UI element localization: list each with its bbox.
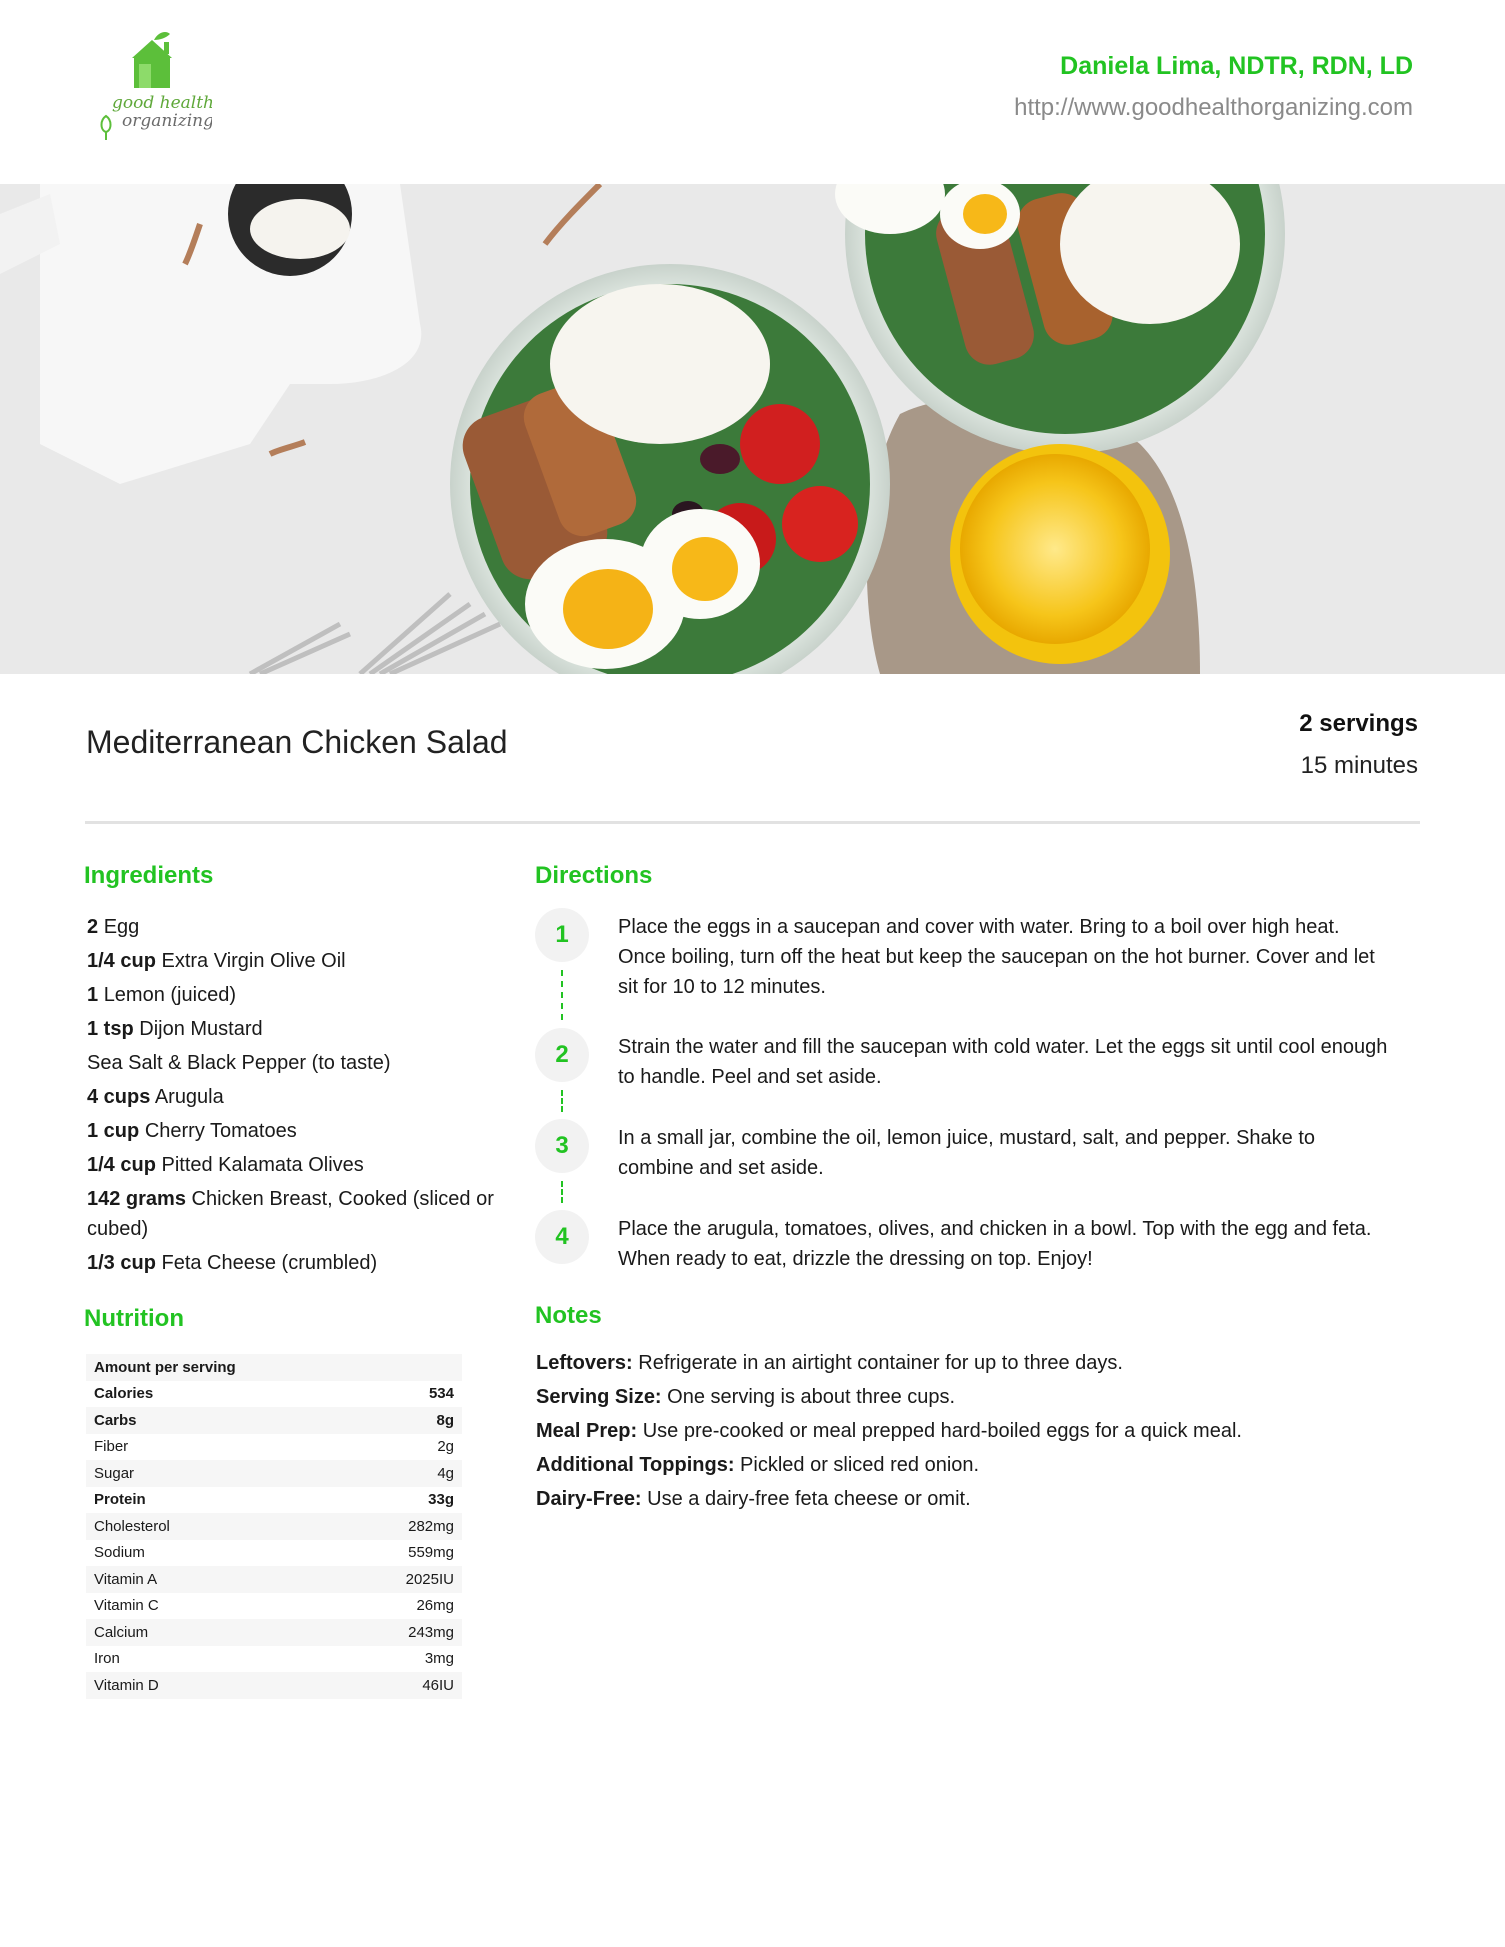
ingredient-item: 1 Lemon (juiced) xyxy=(87,984,236,1006)
ingredient-item: Sea Salt & Black Pepper (to taste) xyxy=(87,1052,391,1074)
nutrient-label: Sodium xyxy=(94,1544,145,1562)
ingredients-heading: Ingredients xyxy=(84,862,214,889)
nutrition-row xyxy=(86,1407,462,1434)
step-text: Place the arugula, tomatoes, olives, and chicken in a bowl. Top with the egg and feta. When ready to eat, drizzle the dressing on top. Enjoy! xyxy=(618,1218,1372,1270)
nutrient-label: Calories xyxy=(94,1385,154,1403)
nutrient-label: Carbs xyxy=(94,1411,137,1429)
ingredients-list xyxy=(87,912,497,1282)
note-item: Leftovers: Refrigerate in an airtight container for up to three days. xyxy=(536,1352,1123,1374)
nutrient-value: 559mg xyxy=(408,1544,454,1562)
nutrition-row xyxy=(86,1540,462,1567)
directions-list xyxy=(535,908,1405,1301)
note-item: Dairy-Free: Use a dairy-free feta cheese or omit. xyxy=(536,1488,971,1510)
nutrient-label: Vitamin C xyxy=(94,1597,159,1615)
nutrient-label: Iron xyxy=(94,1650,120,1668)
svg-text:good health: good health xyxy=(112,93,212,113)
title-divider xyxy=(85,821,1420,824)
page-header xyxy=(0,0,1505,184)
notes-heading: Notes xyxy=(535,1302,602,1329)
step-connector xyxy=(561,1181,563,1203)
nutrient-label: Calcium xyxy=(94,1623,149,1641)
ingredient-item: 1/4 cup Pitted Kalamata Olives xyxy=(87,1154,364,1176)
nutrient-label: Cholesterol xyxy=(94,1517,170,1535)
ingredient-item: 1 tsp Dijon Mustard xyxy=(87,1018,263,1040)
step-number: 3 xyxy=(535,1119,589,1173)
prep-time: 15 minutes xyxy=(1300,752,1418,779)
notes-list xyxy=(536,1348,1416,1518)
nutrient-value: 243mg xyxy=(408,1623,454,1641)
ingredient-item: 142 grams Chicken Breast, Cooked (sliced or cubed) xyxy=(87,1188,494,1240)
nutrition-row xyxy=(86,1513,462,1540)
nutrition-row xyxy=(86,1619,462,1646)
recipe-title: Mediterranean Chicken Salad xyxy=(86,724,508,760)
nutrition-header-row xyxy=(86,1354,462,1381)
nutrition-row xyxy=(86,1487,462,1514)
note-item: Meal Prep: Use pre-cooked or meal prepped hard-boiled eggs for a quick meal. xyxy=(536,1420,1242,1442)
ingredient-item: 1 cup Cherry Tomatoes xyxy=(87,1120,297,1142)
svg-text:organizing: organizing xyxy=(122,111,212,131)
nutrient-value: 282mg xyxy=(408,1517,454,1535)
nutrient-label: Vitamin D xyxy=(94,1676,159,1694)
nutrient-value: 46IU xyxy=(422,1676,454,1694)
nutrition-row xyxy=(86,1593,462,1620)
nutrition-row xyxy=(86,1460,462,1487)
step-number: 1 xyxy=(535,908,589,962)
ingredient-item: 1/3 cup Feta Cheese (crumbled) xyxy=(87,1252,378,1274)
nutrient-label: Vitamin A xyxy=(94,1570,158,1588)
nutrient-label: Sugar xyxy=(94,1464,135,1482)
note-item: Serving Size: One serving is about three cups. xyxy=(536,1386,956,1408)
website-link[interactable]: http://www.goodhealthorganizing.com xyxy=(1014,94,1413,121)
direction-step xyxy=(535,908,1405,1028)
ingredient-item: 2 Egg xyxy=(87,916,140,938)
nutrient-value: 3mg xyxy=(424,1650,454,1668)
nutrition-header-label: Amount per serving xyxy=(94,1358,236,1376)
step-number: 4 xyxy=(535,1210,589,1264)
ingredient-item: 1/4 cup Extra Virgin Olive Oil xyxy=(87,950,346,972)
nutrition-row xyxy=(86,1434,462,1461)
direction-step xyxy=(535,1119,1405,1210)
step-text: In a small jar, combine the oil, lemon juice, mustard, salt, and pepper. Shake to combine and set aside. xyxy=(618,1127,1316,1179)
nutrient-label: Fiber xyxy=(94,1438,129,1456)
servings-count: 2 servings xyxy=(1299,710,1418,737)
nutrition-table xyxy=(86,1354,462,1699)
nutrient-value: 2g xyxy=(437,1438,454,1456)
step-connector xyxy=(561,970,563,1020)
nutrient-label: Protein xyxy=(94,1491,146,1509)
directions-heading: Directions xyxy=(535,862,653,889)
nutrient-value: 26mg xyxy=(416,1597,454,1615)
step-connector xyxy=(561,1090,563,1112)
step-number: 2 xyxy=(535,1028,589,1082)
note-item: Additional Toppings: Pickled or sliced red onion. xyxy=(536,1454,980,1476)
step-text: Strain the water and fill the saucepan with cold water. Let the eggs sit until cool enough to handle. Peel and set aside. xyxy=(618,1036,1388,1088)
nutrient-value: 4g xyxy=(437,1464,454,1482)
nutrient-value: 33g xyxy=(428,1491,454,1509)
direction-step xyxy=(535,1210,1405,1301)
hero-photo xyxy=(0,184,1505,674)
step-text: Place the eggs in a saucepan and cover with water. Bring to a boil over high heat. Once boiling, turn off the heat but keep the saucepan on the hot burner. Cover and let sit for 10 to 12 minutes. xyxy=(618,916,1375,998)
nutrition-row xyxy=(86,1646,462,1673)
direction-step xyxy=(535,1028,1405,1119)
ingredient-item: 4 cups Arugula xyxy=(87,1086,224,1108)
author-name: Daniela Lima, NDTR, RDN, LD xyxy=(1060,52,1413,80)
nutrition-row xyxy=(86,1381,462,1408)
nutrition-row xyxy=(86,1566,462,1593)
nutrition-row xyxy=(86,1672,462,1699)
brand-logo xyxy=(92,28,212,146)
nutrient-value: 8g xyxy=(436,1411,454,1429)
nutrient-value: 534 xyxy=(428,1385,454,1403)
nutrient-value: 2025IU xyxy=(405,1570,454,1588)
nutrition-heading: Nutrition xyxy=(84,1305,184,1332)
